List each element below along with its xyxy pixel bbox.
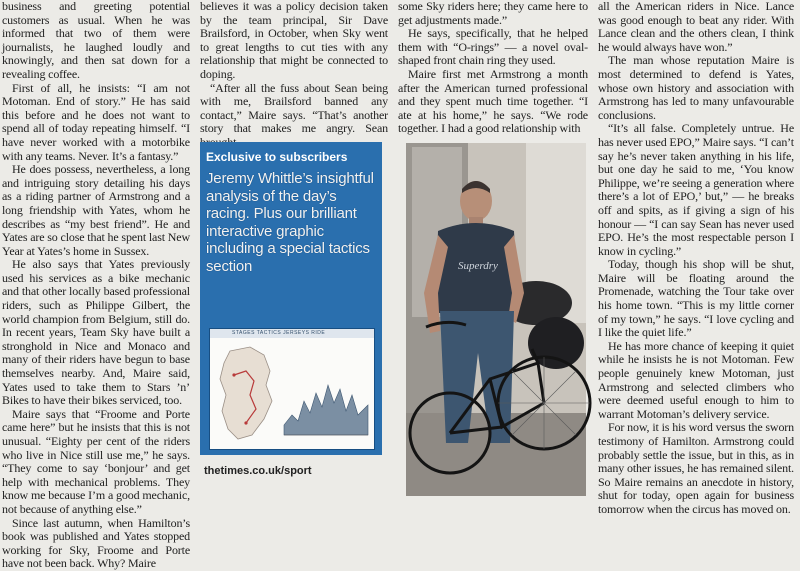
paragraph: some Sky riders here; they came here to get adjustments made.”: [398, 0, 588, 27]
interactive-graphic-screenshot: [209, 328, 375, 450]
promo-body: Jeremy Whittle’s insightful analysis of the day’s racing. Plus our brilliant interactive graphic including a special tactics section: [206, 170, 374, 275]
paragraph: “It’s all false. Completely untrue. He has never used EPO,” Maire says. “I can’t say he’s never taken anything in his life, but one day he said to me, ‘You know Philippe, we’re seeing a generation where there’s a lot of EPO,’ but,” — he breaks off and spits, as if giving a sign of his honour — “I can say Sean has never used EPO. He’s the most respectable person I know in cycling.”: [598, 121, 794, 258]
subscriber-promo-box: [200, 142, 382, 455]
paragraph: business and greeting potential customers as usual. When he was informed that two of them were journalists, he laughed loudly and knowingly, and then sat down for a revealing coffee.: [2, 0, 190, 81]
paragraph: The man whose reputation Maire is most determined to defend is Yates, whose own history and association with Armstrong has led to many unfavourable conclusions.: [598, 53, 794, 122]
paragraph: Maire first met Armstrong a month after the American turned professional and they spent much time together. “I ate at his home,” he says. “We rode together. I had a good relationship with: [398, 66, 588, 136]
paragraph: He also says that Yates previously used his services as a bike mechanic and that other locally based professional riders, such as Philippe Gilbert, the world champion from Belgium, still do. In recent years, Team Sky have built a stronghold in Nice and Monaco and many of their riders have begun to base themselves nearby. And, Maire said, Yates used to take them to Stars ’n’ Bikes to have their bikes serviced, too.: [2, 257, 190, 408]
paragraph: Since last autumn, when Hamilton’s book was published and Yates stopped working for Sky, Froome and Porte have not been back. Why? Maire: [2, 515, 190, 571]
france-map-icon: [216, 345, 276, 443]
paragraph: He has more chance of keeping it quiet while he insists he is not Motoman. Few people genuinely knew Motoman, just Armstrong and selected climbers who were deemed useful enough to him to warrant Motoman’s delivery service.: [598, 338, 794, 421]
paragraph: believes it was a policy decision taken by the team principal, Sir Dave Brailsford, in October, when Sky went to great lengths to cut ties with any relationship that might be connected to doping.: [200, 0, 388, 81]
photo-man-with-bicycle: [406, 143, 586, 496]
article-column-1: [2, 0, 190, 571]
article-column-3: [398, 0, 588, 136]
promo-heading: Exclusive to subscribers: [206, 150, 348, 164]
promo-url-link[interactable]: thetimes.co.uk/sport: [204, 465, 312, 477]
article-column-2: [200, 0, 388, 136]
stage-profile-chart: [282, 355, 370, 439]
paragraph: He does possess, nevertheless, a long and intriguing story detailing his days as a riding partner of Armstrong and a long friendship with Yates, whom he describes as “my best friend”. He and Yates are so close that he spent last New Year at Yates’s home in Sussex.: [2, 162, 190, 258]
paragraph: all the American riders in Nice. Lance was good enough to beat any rider. With Lance clean and the others clean, I think he would always have won.”: [598, 0, 794, 54]
paragraph: He says, specifically, that he helped them with “O-rings” — a novel oval-shaped front chain ring they used.: [398, 26, 588, 68]
svg-text:Superdry: Superdry: [458, 260, 498, 272]
article-column-4: [598, 0, 794, 516]
paragraph: “After all the fuss about Sean being with me, Brailsford banned any contact,” Maire says. “That’s another story that makes me angry. Sean: [200, 80, 388, 136]
paragraph: First of all, he insists: “I am not Motoman. End of story.” He has said this before and he does not want to spend all of today repeating himself. “I have never worked with a motorbike with any teams. Never. It’s a fantasy.”: [2, 80, 190, 163]
graphic-nav-bar: STAGES TACTICS JERSEYS RIDE: [210, 329, 374, 338]
paragraph: Today, though his shop will be shut, Maire will be floating around the Promenade, watching the Tour take over his home town. “This is my little corner of my town,” he says. “I love cycling and I like the quiet life.”: [598, 257, 794, 340]
photo-illustration: [406, 143, 586, 496]
paragraph: Maire says that “Froome and Porte came here” but he insists that this is not unusual. “Eighty per cent of the riders who live in Nice still use me,” he says. “They come to say ‘bonjour’ and get help with mechanical problems. They know me because I’m a good mechanic, not because of anything else.”: [2, 406, 190, 516]
paragraph: For now, it is his word versus the sworn testimony of Hamilton. Armstrong could probably settle the issue, but in this, as in many other issues, he has remained silent. So Maire remains an anecdote in history, shut for today, open again for business tomorrow when the circus has moved on.: [598, 420, 794, 516]
